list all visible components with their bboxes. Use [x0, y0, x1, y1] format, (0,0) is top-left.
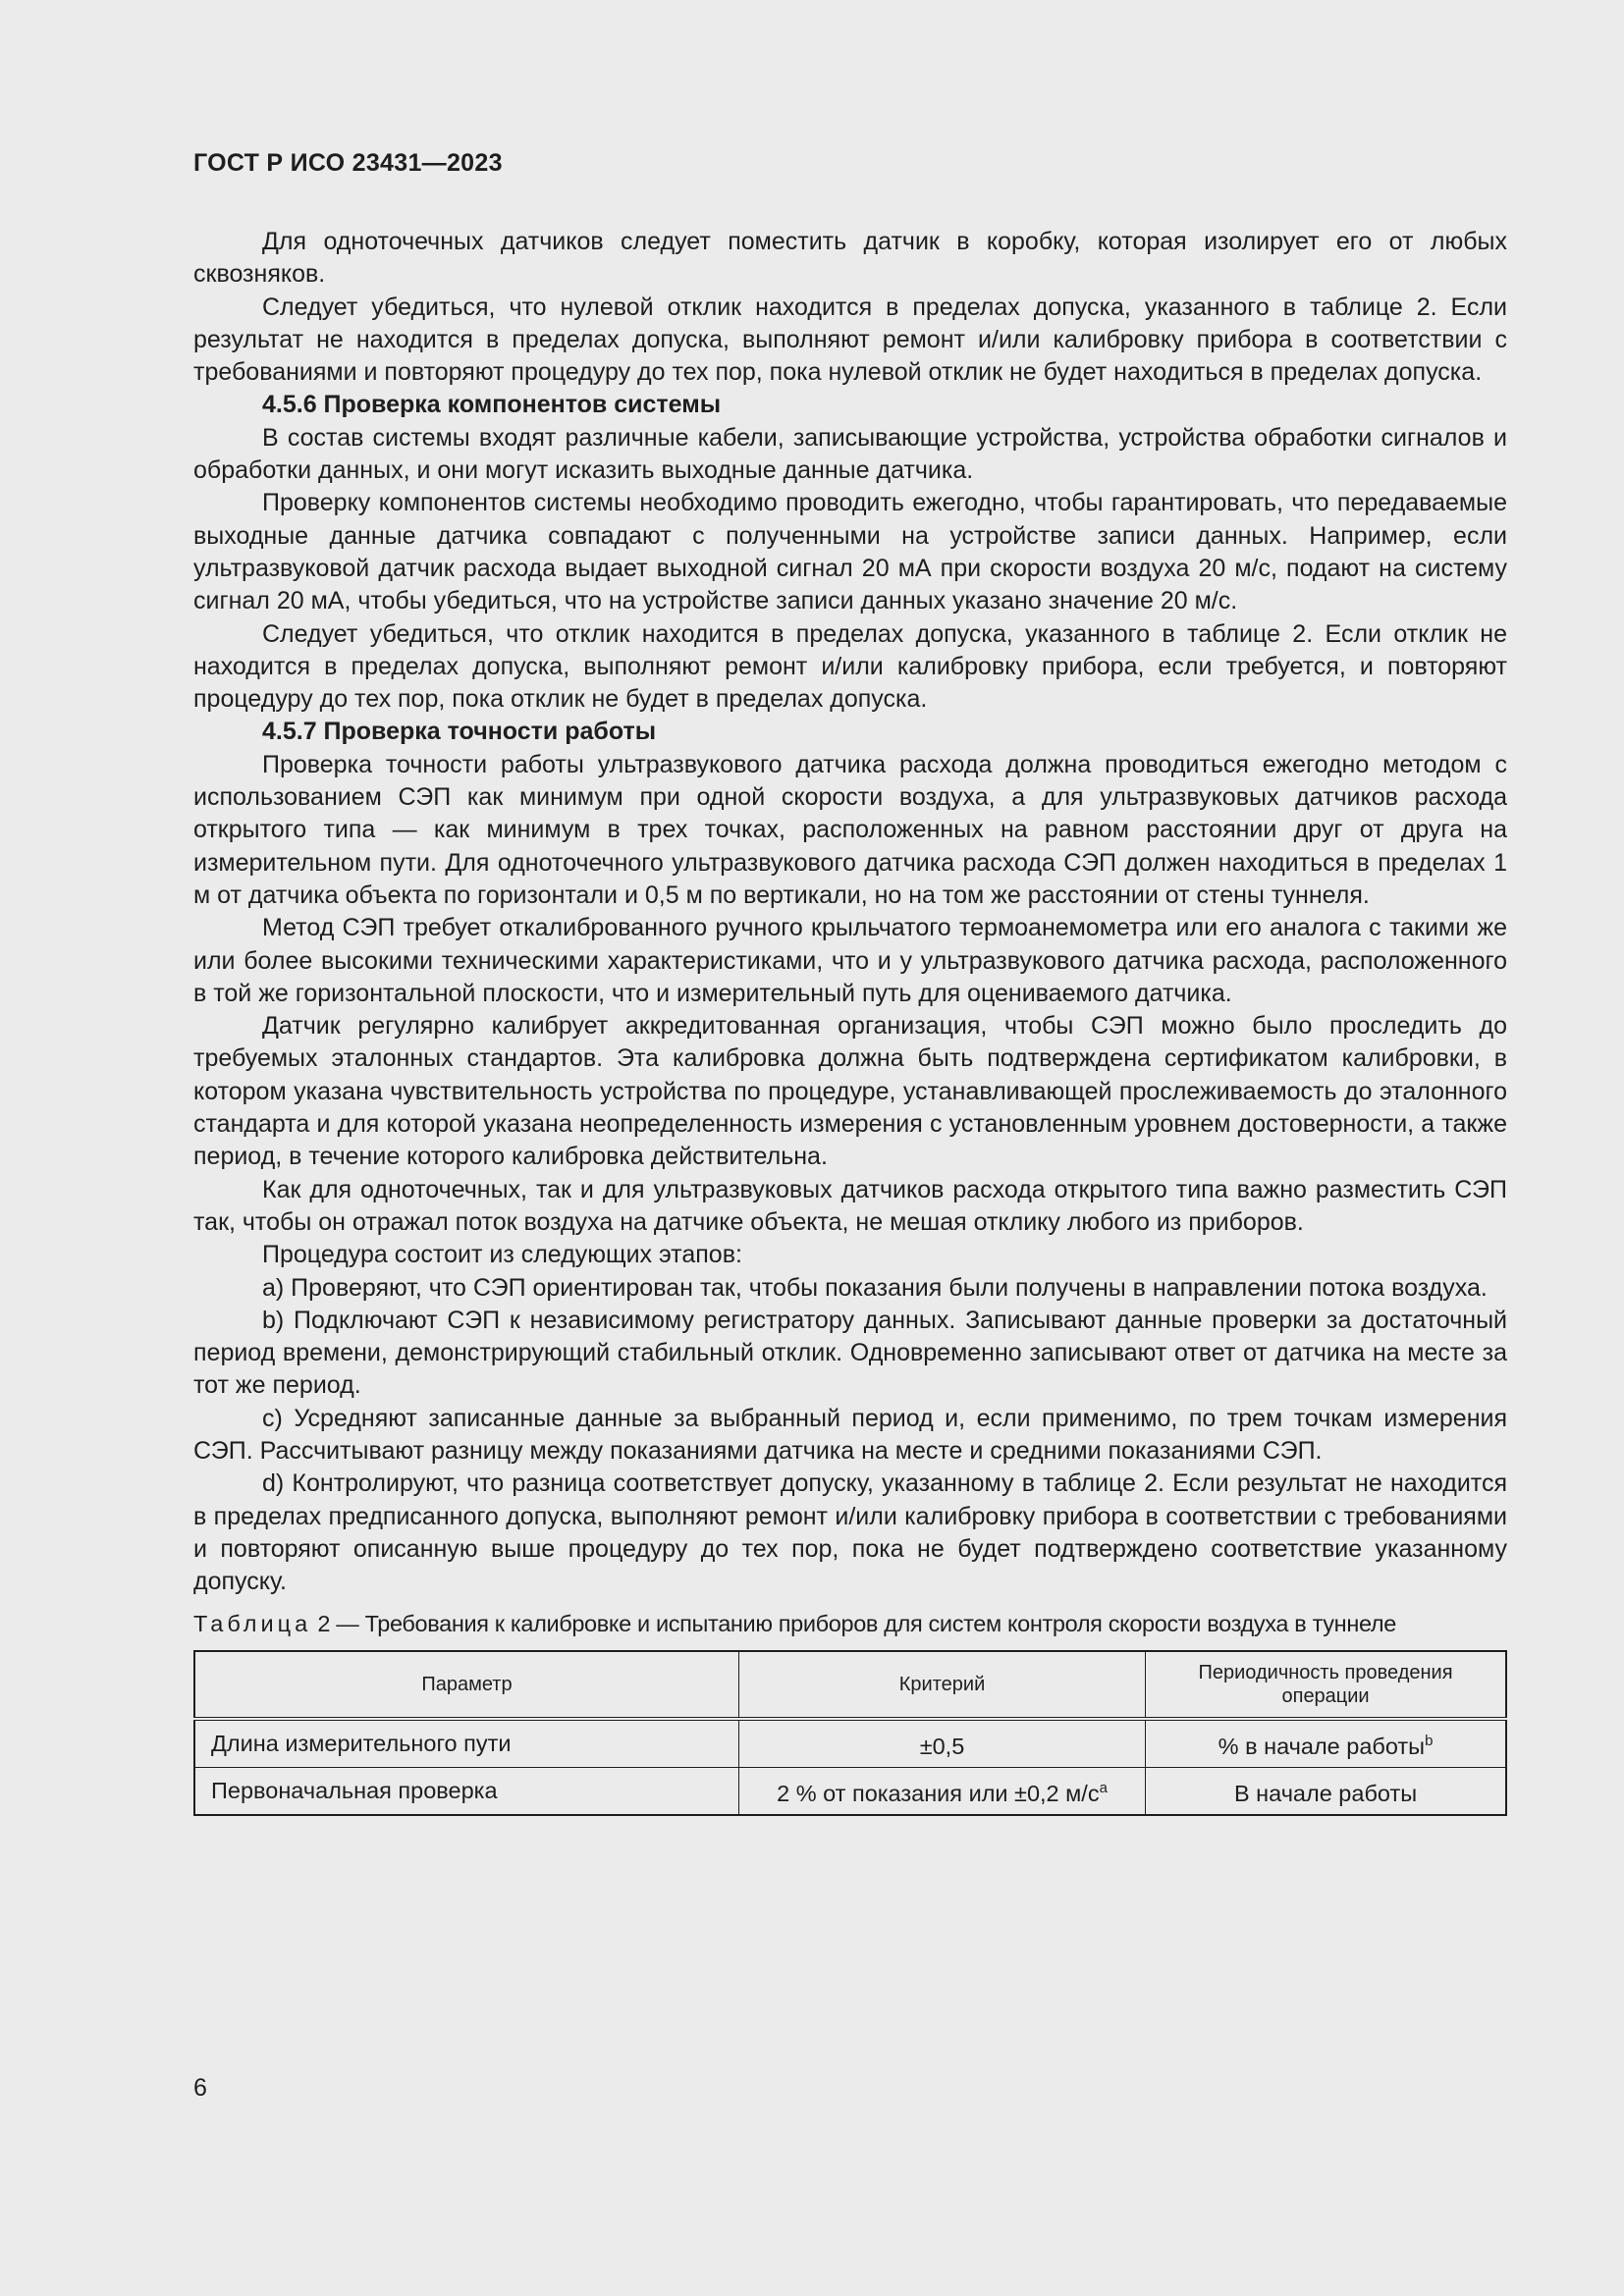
- paragraph: Датчик регулярно калибрует аккредитованная организация, чтобы СЭП можно было проследить до требуемых эталонных стандартов. Эта калибровка должна быть подтверждена сертификатом калибровки, в котором указана чувствительность устройства по процедуре, устанавливающей прослеживаемость до эталонного стандарта и для которой указана неопределенность измерения с установленным уровнем достоверности, а также период, в течение которого калибровка действительна.: [193, 1012, 1507, 1171]
- table-header-row: [194, 1651, 1506, 1719]
- table-row: [194, 1719, 1506, 1768]
- requirements-table: [193, 1650, 1507, 1816]
- cell-criterion: [738, 1719, 1145, 1768]
- paragraph: Проверка точности работы ультразвукового датчика расхода должна проводиться ежегодно методом с использованием СЭП как минимум при одной скорости воздуха, а для ультразвуковых датчиков расхода открытого типа — как минимум в трех точках, расположенных на равном расстоянии друг от друга на измерительном пути. Для одноточечного ультразвукового датчика расхода СЭП должен находиться в пределах 1 м от датчика объекта по горизонтали и 0,5 м по вертикали, но на том же расстоянии от стены туннеля.: [193, 750, 1507, 909]
- paragraph: Следует убедиться, что отклик находится в пределах допуска, указанного в таблице 2. Если отклик не находится в пределах допуска, выполняют ремонт и/или калибровку прибора, если требуется, и повторяют процедуру до тех пор, пока отклик не будет в пределах допуска.: [193, 619, 1507, 714]
- paragraph: Проверку компонентов системы необходимо проводить ежегодно, чтобы гарантировать, что передаваемые выходные данные датчика совпадают с полученными на устройстве записи данных. Например, если ультразвуковой датчик расхода выдает выходной сигнал 20 мА при скорости воздуха 20 м/с, подают на систему сигнал 20 мА, чтобы убедиться, что на устройстве записи данных указано значение 20 м/с.: [193, 489, 1507, 615]
- list-item-b: b) Подключают СЭП к независимому регистратору данных. Записывают данные проверки за достаточный период времени, демонстрирующий стабильный отклик. Одновременно записывают ответ от датчика на месте за тот же период.: [193, 1306, 1507, 1400]
- section-heading-4-5-6: 4.5.6 Проверка компонентов системы: [262, 391, 722, 419]
- footnote-mark: a: [1099, 1780, 1108, 1797]
- section-heading-4-5-7: 4.5.7 Проверка точности работы: [262, 718, 657, 746]
- document-body: [193, 226, 1507, 1816]
- list-item-d: d) Контролируют, что разница соответствует допуску, указанному в таблице 2. Если результат не находится в пределах предписанного допуска, выполняют ремонт и/или калибровку прибора в соответствии с требованиями и повторяют описанную выше процедуру до тех пор, пока не будет подтверждено соответствие указанному допуску.: [193, 1469, 1507, 1596]
- paragraph: Следует убедиться, что нулевой отклик находится в пределах допуска, указанного в таблице 2. Если результат не находится в пределах допуска, выполняют ремонт и/или калибровку прибора в соответствии с требованиями и повторяют процедуру до тех пор, пока нулевой отклик не будет находиться в пределах допуска.: [193, 293, 1507, 387]
- table-row: [194, 1768, 1506, 1816]
- periodicity-value: % в начале работы: [1218, 1734, 1426, 1760]
- criterion-value: 2 % от показания или ±0,2 м/с: [777, 1781, 1100, 1807]
- paragraph: В состав системы входят различные кабели, записывающие устройства, устройства обработки сигналов и обработки данных, и они могут исказить выходные данные датчика.: [193, 423, 1507, 485]
- cell-criterion: [738, 1768, 1145, 1816]
- column-header-parameter: Параметр: [194, 1651, 738, 1719]
- criterion-value: ±0,5: [919, 1734, 965, 1760]
- cell-parameter: Длина измерительного пути: [194, 1719, 738, 1768]
- cell-parameter: Первоначальная проверка: [194, 1768, 738, 1816]
- column-header-criterion: Критерий: [738, 1651, 1145, 1719]
- column-header-periodicity: Периодичность проведения операции: [1146, 1651, 1506, 1719]
- page-number: 6: [193, 2074, 207, 2102]
- table-caption-text: 2 — Требования к калибровке и испытанию приборов для систем контроля скорости воздуха в туннеле: [317, 1611, 1396, 1637]
- cell-periodicity: [1146, 1719, 1506, 1768]
- cell-periodicity: [1146, 1768, 1506, 1816]
- list-item-a: a) Проверяют, что СЭП ориентирован так, чтобы показания были получены в направлении потока воздуха.: [262, 1273, 1488, 1302]
- paragraph: Процедура состоит из следующих этапов:: [262, 1241, 742, 1269]
- list-item-c: c) Усредняют записанные данные за выбранный период и, если применимо, по трем точкам измерения СЭП. Рассчитывают разницу между показаниями датчика на месте и средними показаниями СЭП.: [193, 1404, 1507, 1465]
- paragraph: Для одноточечных датчиков следует поместить датчик в коробку, которая изолирует его от любых сквозняков.: [193, 228, 1507, 289]
- footnote-mark: b: [1425, 1733, 1434, 1750]
- paragraph: Метод СЭП требует откалиброванного ручного крыльчатого термоанемометра или его аналога с такими же или более высокими техническими характеристиками, что и у ультразвукового датчика расхода, расположенного в той же горизонтальной плоскости, что и измерительный путь для оцениваемого датчика.: [193, 914, 1507, 1007]
- paragraph: Как для одноточечных, так и для ультразвуковых датчиков расхода открытого типа важно разместить СЭП так, чтобы он отражал поток воздуха на датчике объекта, не мешая отклику любого из приборов.: [193, 1175, 1507, 1236]
- periodicity-value: В начале работы: [1233, 1781, 1418, 1807]
- table-caption-label: Таблица: [193, 1611, 312, 1637]
- document-header: ГОСТ Р ИСО 23431—2023: [193, 149, 503, 177]
- table-caption: [193, 1608, 1507, 1640]
